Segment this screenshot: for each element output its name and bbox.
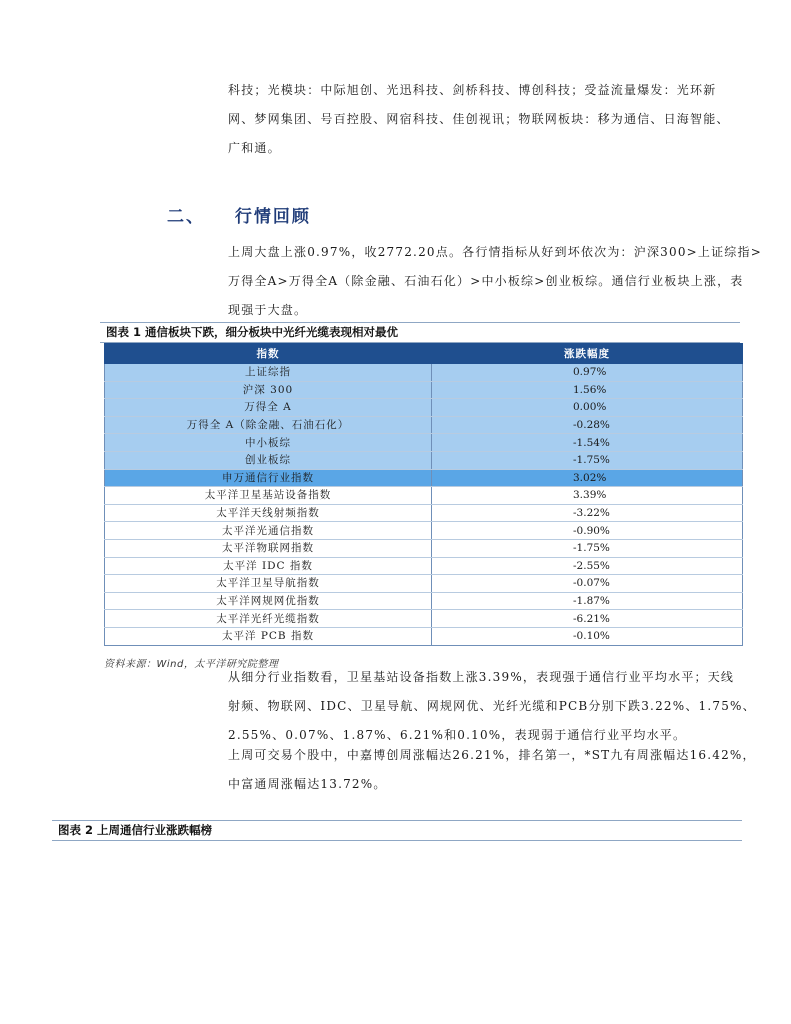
row-name: 太平洋光通信指数: [105, 522, 432, 540]
market-line-1: 上周大盘上涨0.97%，收2772.20点。各行情指标从好到坏依次为：沪深300>上证综指>: [228, 245, 762, 259]
index-performance-table: [104, 343, 743, 646]
row-value: 0.00%: [432, 399, 743, 417]
row-name: 创业板综: [105, 451, 432, 469]
figure-2-caption-text: 图表 2 上周通信行业涨跌幅榜: [58, 823, 213, 837]
row-value: -1.75%: [432, 451, 743, 469]
table-row: [105, 399, 743, 417]
table-row: [105, 381, 743, 399]
table-source-note: 资料来源：Wind，太平洋研究院整理: [104, 659, 279, 670]
row-value: 1.56%: [432, 381, 743, 399]
row-name: 太平洋天线射频指数: [105, 504, 432, 522]
table-row: [105, 364, 743, 382]
row-name: 上证综指: [105, 364, 432, 382]
row-name: 太平洋 IDC 指数: [105, 557, 432, 575]
table-row: [105, 522, 743, 540]
row-value: -3.22%: [432, 504, 743, 522]
section-number: 二、: [167, 207, 205, 227]
figure-2-caption: [52, 820, 742, 841]
header-index: 指数: [105, 344, 432, 364]
stocks-paragraph: [228, 741, 756, 799]
table-header-row: [105, 344, 743, 364]
row-value: -2.55%: [432, 557, 743, 575]
table-row-highlight: [105, 469, 743, 487]
sector-line-3: 2.55%、0.07%、1.87%、6.21%和0.10%，表现弱于通信行业平均水平。: [228, 728, 687, 742]
index-table: [104, 343, 743, 646]
table-row: [105, 627, 743, 645]
sector-paragraph: [228, 663, 756, 750]
intro-line-3: 广和通。: [228, 141, 281, 155]
row-value: -0.90%: [432, 522, 743, 540]
table-row: [105, 416, 743, 434]
row-name: 申万通信行业指数: [105, 469, 432, 487]
table-row: [105, 575, 743, 593]
section-title: 行情回顾: [234, 207, 311, 227]
intro-line-2: 网、梦网集团、号百控股、网宿科技、佳创视讯；物联网板块：移为通信、日海智能、: [228, 112, 730, 126]
row-name: 万得全 A: [105, 399, 432, 417]
table-row: [105, 487, 743, 505]
row-value: 3.02%: [432, 469, 743, 487]
row-name: 万得全 A（除金融、石油石化）: [105, 416, 432, 434]
row-name: 太平洋卫星导航指数: [105, 575, 432, 593]
table-row: [105, 557, 743, 575]
stocks-line-2: 中富通周涨幅达13.72%。: [228, 777, 387, 791]
row-name: 太平洋光纤光缆指数: [105, 610, 432, 628]
row-name: 太平洋网规网优指数: [105, 592, 432, 610]
row-value: -0.28%: [432, 416, 743, 434]
table-row: [105, 610, 743, 628]
table-row: [105, 434, 743, 452]
row-value: 3.39%: [432, 487, 743, 505]
row-value: -1.87%: [432, 592, 743, 610]
sector-line-1: 从细分行业指数看，卫星基站设备指数上涨3.39%，表现强于通信行业平均水平；天线: [228, 670, 735, 684]
row-name: 中小板综: [105, 434, 432, 452]
row-value: -6.21%: [432, 610, 743, 628]
row-value: 0.97%: [432, 364, 743, 382]
sector-line-2: 射频、物联网、IDC、卫星导航、网规网优、光纤光缆和PCB分别下跌3.22%、1.75%、: [228, 699, 756, 713]
row-value: -0.10%: [432, 627, 743, 645]
market-paragraph: [228, 238, 762, 325]
row-value: -1.75%: [432, 539, 743, 557]
row-value: -1.54%: [432, 434, 743, 452]
table-row: [105, 451, 743, 469]
row-name: 太平洋卫星基站设备指数: [105, 487, 432, 505]
figure-1-caption-text: 图表 1 通信板块下跌，细分板块中光纤光缆表现相对最优: [106, 325, 399, 339]
intro-line-1: 科技；光模块：中际旭创、光迅科技、剑桥科技、博创科技；受益流量爆发：光环新: [228, 83, 717, 97]
row-name: 太平洋 PCB 指数: [105, 627, 432, 645]
table-row: [105, 504, 743, 522]
header-change: 涨跌幅度: [432, 344, 743, 364]
figure-1-caption: [100, 322, 740, 343]
market-line-3: 现强于大盘。: [228, 303, 308, 317]
section-heading: [167, 202, 311, 227]
row-name: 沪深 300: [105, 381, 432, 399]
market-line-2: 万得全A>万得全A（除金融、石油石化）>中小板综>创业板综。通信行业板块上涨，表: [228, 274, 744, 288]
table-row: [105, 592, 743, 610]
row-value: -0.07%: [432, 575, 743, 593]
intro-paragraph: [228, 76, 738, 163]
stocks-line-1: 上周可交易个股中，中嘉博创周涨幅达26.21%，排名第一，*ST九有周涨幅达16.42%，: [228, 748, 756, 762]
row-name: 太平洋物联网指数: [105, 539, 432, 557]
table-row: [105, 539, 743, 557]
